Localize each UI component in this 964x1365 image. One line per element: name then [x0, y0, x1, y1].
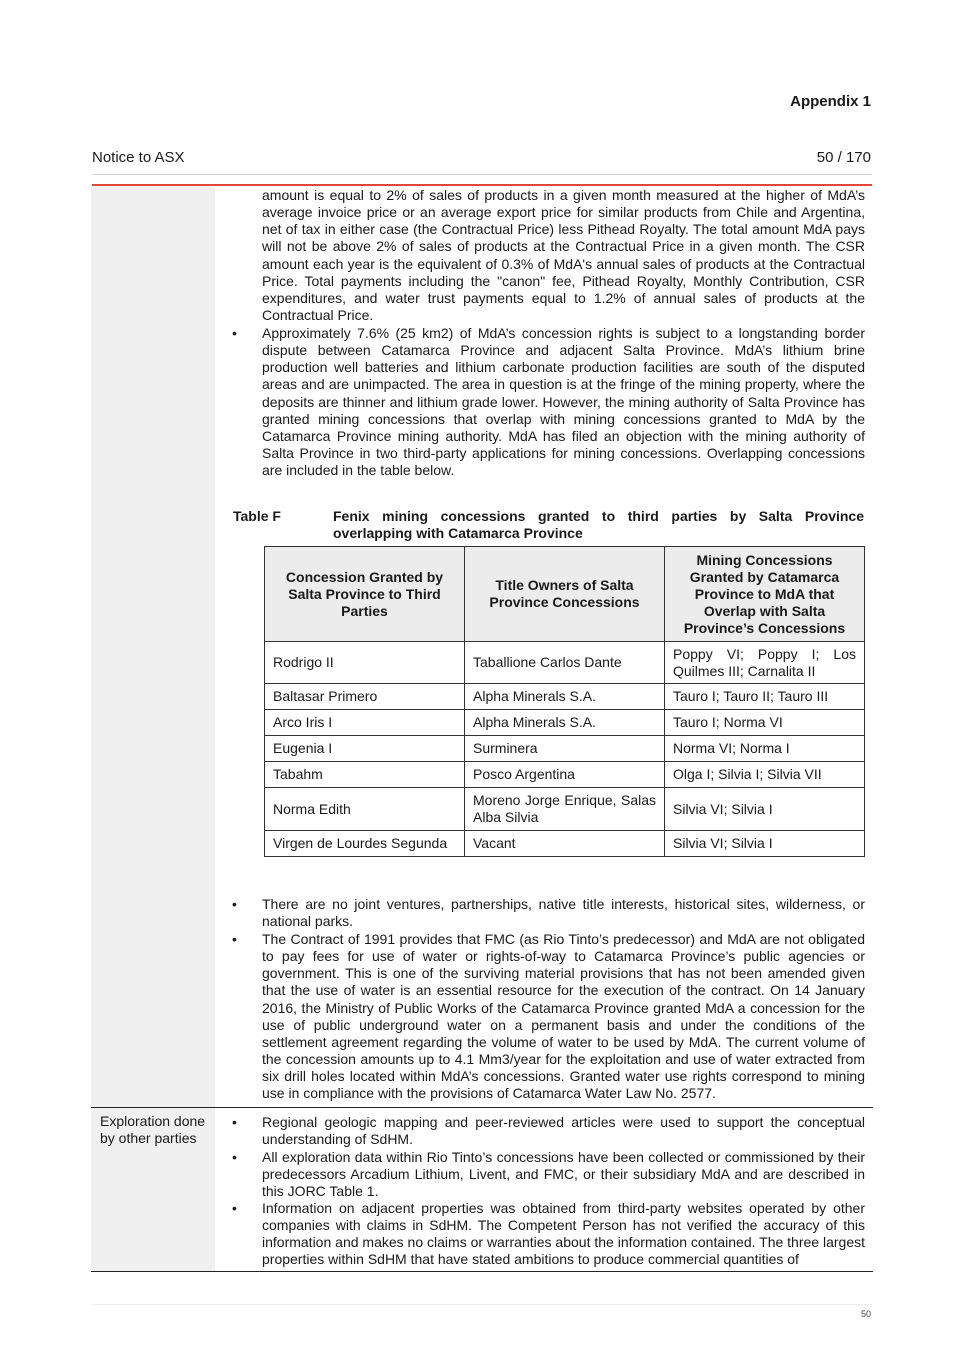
- table-cell: Alpha Minerals S.A.: [465, 684, 665, 710]
- header-divider: [92, 174, 872, 175]
- table-cell: Poppy VI; Poppy I; Los Quilmes III; Carnalita II: [665, 642, 865, 684]
- table-row: [265, 710, 865, 736]
- exploration-data-paragraph: All exploration data within Rio Tinto’s concessions have been collected or commissioned by their predecessors Arcadium Lithium, Livent, and FMC, or their subsidiary MdA and are described in this JORC Table 1.: [262, 1149, 865, 1200]
- table-row: [265, 642, 865, 684]
- intro-paragraph: amount is equal to 2% of sales of products in a given month measured at the higher of MdA’s average invoice price or an average export price for similar products from Chile and Argentina, net of tax in either case (the Contractual Price) less Pithead Royalty. The total amount MdA pays will not be above 2% of sales of products at the Contractual Price in a given month. The CSR amount each year is the equivalent of 0.3% of MdA's annual sales of products at the Contractual Price. Total payments including the "canon" fee, Pithead Royalty, Monthly Contribution, CSR expenditures, and water trust payments equal to 1.2% of annual sales of products at the Contractual Price.: [262, 187, 865, 324]
- table-caption: Fenix mining concessions granted to third parties by Salta Province overlapping with Catamarca Province: [333, 508, 864, 541]
- table-cell: Eugenia I: [265, 736, 465, 762]
- table-cell: Moreno Jorge Enrique, Salas Alba Silvia: [465, 788, 665, 831]
- table-header-row: [265, 547, 865, 642]
- jorc-table-section: [91, 187, 873, 1272]
- table-cell: Virgen de Lourdes Segunda: [265, 831, 465, 857]
- table-cell: Alpha Minerals S.A.: [465, 710, 665, 736]
- table-cell: Surminera: [465, 736, 665, 762]
- table-cell: Rodrigo II: [265, 642, 465, 684]
- appendix-title: Appendix 1: [790, 93, 871, 110]
- page-indicator: 50 / 170: [816, 149, 871, 166]
- commentary-column: [215, 1108, 873, 1271]
- column-header: Mining Concessions Granted by Catamarca Province to MdA that Overlap with Salta Province’s Concessions: [665, 547, 865, 642]
- table-row: [265, 736, 865, 762]
- adjacent-properties-paragraph: Information on adjacent properties was obtained from third-party websites operated by other companies with claims in SdHM. The Competent Person has not verified the accuracy of this information and makes no claims or warranties about the information contained. The three largest properties within SdHM that have stated ambitions to produce commercial quantities of: [262, 1200, 865, 1268]
- column-header: Concession Granted by Salta Province to Third Parties: [265, 547, 465, 642]
- table-row: [265, 762, 865, 788]
- table-cell: Norma VI; Norma I: [665, 736, 865, 762]
- table-cell: Vacant: [465, 831, 665, 857]
- document-title: Notice to ASX: [92, 149, 185, 166]
- table-cell: Tabahm: [265, 762, 465, 788]
- bullet-icon: •: [232, 325, 237, 341]
- border-dispute-paragraph: Approximately 7.6% (25 km2) of MdA’s concession rights is subject to a longstanding border dispute between Catamarca Province and adjacent Salta Province. MdA’s lithium brine production well batteries and lithium carbonate production facilities are south of the disputed areas and are unimpacted. The area in question is at the fringe of the mining property, where the deposits are thinner and lithium grade lower. However, the mining authority of Salta Province has granted mining concessions that overlap with mining concessions granted to MdA by the Catamarca Province mining authority. MdA has filed an objection with the mining authority of Salta Province in two third-party applications for mining concessions. Overlapping concessions are included in the table below.: [262, 325, 865, 479]
- water-contract-paragraph: The Contract of 1991 provides that FMC (as Rio Tinto’s predecessor) and MdA are not obligated to pay fees for use of water or rights-of-way to Catamarca Province’s public agencies or government. This is one of the surviving material provisions that has not been amended given that the use of water is an essential resource for the execution of the contract. On 14 January 2016, the Ministry of Public Works of the Catamarca Province granted MdA a concession for the use of public underground water on a permanent basis and under the conditions of the settlement agreement regarding the volume of water to be used by MdA. The current volume of the concession amounts up to 4.1 Mm3/year for the exploitation and use of water extracted from six drill holes located within MdA’s concessions. Granted water use rights correspond to mining use in compliance with the provisions of Catamarca Water Law No. 2577.: [262, 931, 865, 1102]
- table-cell: Baltasar Primero: [265, 684, 465, 710]
- regional-mapping-paragraph: Regional geologic mapping and peer-reviewed articles were used to support the conceptual understanding of SdHM.: [262, 1114, 865, 1148]
- table-label: Table F: [233, 508, 281, 524]
- table-cell: Silvia VI; Silvia I: [665, 788, 865, 831]
- bullet-icon: •: [232, 1200, 237, 1216]
- bullet-icon: •: [232, 1149, 237, 1165]
- table-row-mineral-tenement: [91, 187, 873, 1108]
- joint-ventures-paragraph: There are no joint ventures, partnerships, native title interests, historical sites, wilderness, or national parks.: [262, 896, 865, 930]
- footer-page-number: 50: [860, 1309, 871, 1319]
- table-cell: Norma Edith: [265, 788, 465, 831]
- table-cell: Posco Argentina: [465, 762, 665, 788]
- column-header: Title Owners of Salta Province Concessions: [465, 547, 665, 642]
- footer-divider: [92, 1304, 872, 1305]
- table-row: [265, 788, 865, 831]
- table-cell: Tauro I; Tauro II; Tauro III: [665, 684, 865, 710]
- table-cell: Olga I; Silvia I; Silvia VII: [665, 762, 865, 788]
- table-cell: Tauro I; Norma VI: [665, 710, 865, 736]
- table-row: [265, 831, 865, 857]
- concessions-table: [264, 546, 865, 857]
- table-row: [265, 684, 865, 710]
- bullet-icon: •: [232, 931, 237, 947]
- table-row-exploration-other-parties: [91, 1108, 873, 1272]
- criteria-column: [91, 187, 215, 1107]
- header-accent-rule: [92, 184, 872, 186]
- bullet-icon: •: [232, 896, 237, 912]
- criteria-column: [91, 1108, 215, 1271]
- commentary-column: [215, 187, 873, 1107]
- table-cell: Silvia VI; Silvia I: [665, 831, 865, 857]
- criteria-label: Exploration done by other parties: [100, 1113, 206, 1146]
- table-cell: Taballione Carlos Dante: [465, 642, 665, 684]
- bullet-icon: •: [232, 1114, 237, 1130]
- table-cell: Arco Iris I: [265, 710, 465, 736]
